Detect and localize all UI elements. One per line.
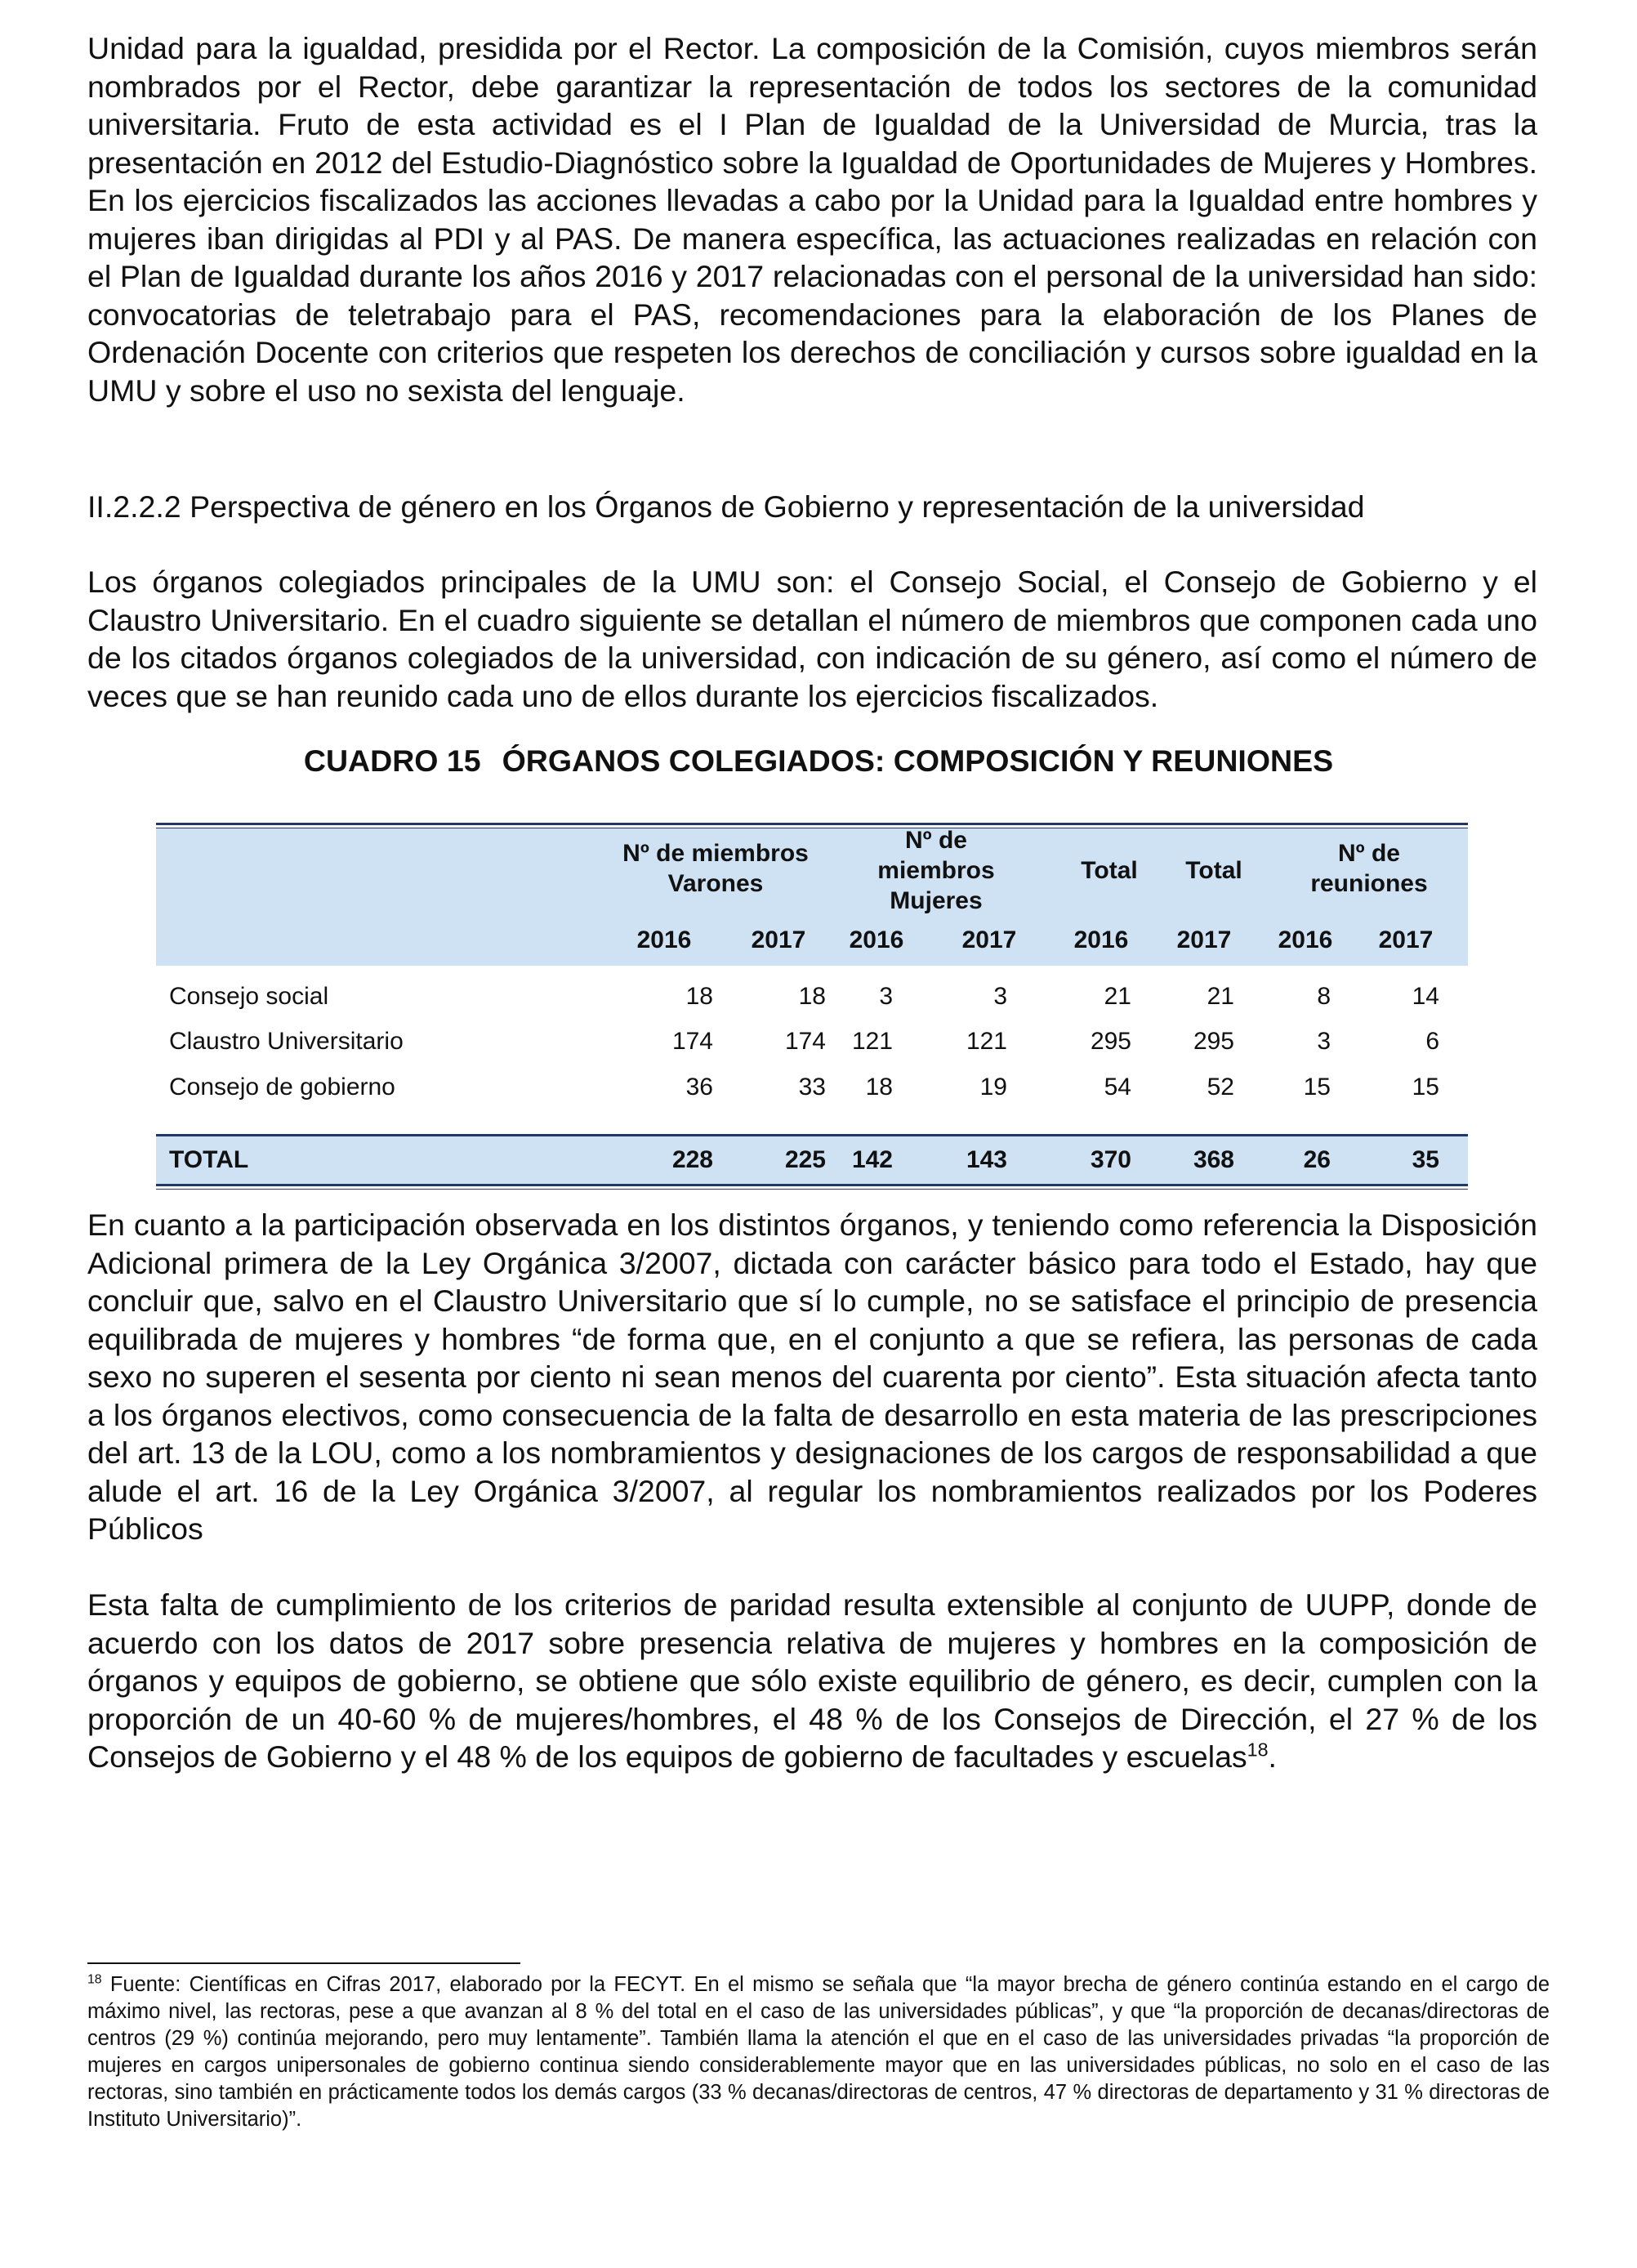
paragraph-paridad <box>87 1586 1537 1776</box>
year-header: 2017 <box>751 926 806 953</box>
table-total-row <box>156 1134 1468 1186</box>
header-reuniones-line2: reuniones <box>1310 870 1428 897</box>
table-row <box>156 1021 1468 1062</box>
footnote <box>87 1971 1550 2133</box>
cell-value: 3 <box>993 983 1007 1010</box>
cell-value: 174 <box>671 1028 713 1055</box>
total-value: 225 <box>784 1146 826 1173</box>
row-label: Claustro Universitario <box>169 1028 404 1055</box>
table-caption-title: ÓRGANOS COLEGIADOS: COMPOSICIÓN Y REUNIONES <box>502 743 1334 778</box>
cell-value: 3 <box>879 983 893 1010</box>
cell-value: 8 <box>1317 983 1331 1010</box>
total-value: 143 <box>966 1146 1007 1173</box>
header-years-row <box>156 918 1468 962</box>
header-varones <box>601 838 830 899</box>
cell-value: 33 <box>798 1074 826 1101</box>
cell-value: 295 <box>1090 1028 1131 1055</box>
total-value: 26 <box>1303 1146 1331 1173</box>
footnote-reference[interactable]: 18 <box>1247 1739 1269 1761</box>
cell-value: 21 <box>1207 983 1234 1010</box>
table-body <box>156 967 1468 1134</box>
paragraph-paridad-text: Esta falta de cumplimiento de los criterios de paridad resulta extensible al conjunto de UUPP, donde de acuerdo con los datos de 2017 sobre presencia relativa de mujeres y hombres en la composición de órganos y equipos de gobierno, se obtiene que sólo existe equilibrio de género, es decir, cumplen con la proporción de un 40-60 % de mujeres/hombres, el 48 % de los Consejos de Dirección, el 27 % de los Consejos de Gobierno y el 48 % de los equipos de gobierno de facultades y escuelas <box>87 1587 1537 1774</box>
header-varones-line2: Varones <box>667 870 764 897</box>
cell-value: 52 <box>1207 1074 1234 1101</box>
header-reuniones <box>1275 838 1463 899</box>
header-varones-line1: Nº de miembros <box>622 840 809 867</box>
organos-table <box>156 823 1468 1190</box>
table-caption <box>0 742 1637 779</box>
cell-value: 21 <box>1104 983 1131 1010</box>
table-bottom-rule <box>156 1189 1468 1190</box>
cell-value: 15 <box>1303 1074 1331 1101</box>
header-mujeres <box>842 825 1030 916</box>
year-header: 2017 <box>961 926 1017 953</box>
table-caption-number: CUADRO 15 <box>303 743 481 778</box>
cell-value: 174 <box>784 1028 826 1055</box>
year-header: 2016 <box>1073 926 1129 953</box>
cell-value: 18 <box>865 1074 893 1101</box>
section-heading: II.2.2.2 Perspectiva de género en los Órganos de Gobierno y representación de la universidad <box>87 489 1365 524</box>
header-total-a: Total <box>1081 857 1138 884</box>
cell-value: 295 <box>1193 1028 1234 1055</box>
total-label: TOTAL <box>169 1146 249 1173</box>
paragraph-plan-igualdad: Unidad para la igualdad, presidida por el Rector. La composición de la Comisión, cuyos miembros serán nombrados por el Rector, debe garantizar la representación de todos los sectores de la comunidad universitaria. Fruto de esta actividad es el I Plan de Igualdad de la Universidad de Murcia, tras la presentación en 2012 del Estudio-Diagnóstico sobre la Igualdad de Oportunidades de Mujeres y Hombres. En los ejercicios fiscalizados las acciones llevadas a cabo por la Unidad para la Igualdad entre hombres y mujeres iban dirigidas al PDI y al PAS. De manera específica, las actuaciones realizadas en relación con el Plan de Igualdad durante los años 2016 y 2017 relacionadas con el personal de la universidad han sido: convocatorias de teletrabajo para el PAS, recomendaciones para la elaboración de los Planes de Ordenación Docente con criterios que respeten los derechos de conciliación y cursos sobre igualdad en la UMU y sobre el uso no sexista del lenguaje. <box>87 31 1537 408</box>
cell-value: 121 <box>966 1028 1007 1055</box>
total-value: 370 <box>1090 1146 1131 1173</box>
header-mujeres-line2: miembros <box>877 857 995 884</box>
year-header: 2016 <box>636 926 692 953</box>
header-total-b: Total <box>1185 857 1242 884</box>
row-label: Consejo de gobierno <box>169 1074 395 1101</box>
table-row <box>156 1067 1468 1108</box>
year-header: 2016 <box>1278 926 1333 953</box>
cell-value: 14 <box>1412 983 1439 1010</box>
paragraph-paridad-end: . <box>1268 1739 1277 1774</box>
footnote-separator <box>87 1962 520 1964</box>
table-row <box>156 976 1468 1017</box>
year-header: 2017 <box>1378 926 1434 953</box>
table-top-rule <box>156 823 1468 825</box>
year-header: 2017 <box>1176 926 1232 953</box>
paragraph-organos-colegiados: Los órganos colegiados principales de la UMU son: el Consejo Social, el Consejo de Gobierno y el Claustro Universitario. En el cuadro siguiente se detallan el número de miembros que componen cada uno de los citados órganos colegiados de la universidad, con indicación de su género, así como el número de veces que se han reunido cada uno de ellos durante los ejercicios fiscalizados. <box>87 565 1537 713</box>
paragraph-participacion: En cuanto a la participación observada en los distintos órganos, y teniendo como referencia la Disposición Adicional primera de la Ley Orgánica 3/2007, dictada con carácter básico para todo el Estado, hay que concluir que, salvo en el Claustro Universitario que sí lo cumple, no se satisface el principio de presencia equilibrada de mujeres y hombres “de forma que, en el conjunto a que se refiera, las personas de cada sexo no superen el sesenta por ciento ni sean menos del cuarenta por ciento”. Esta situación afecta tanto a los órganos electivos, como consecuencia de la falta de desarrollo en esta materia de las prescripciones del art. 13 de la LOU, como a los nombramientos y designaciones de los cargos de responsabilidad a que alude el art. 16 de la Ley Orgánica 3/2007, al regular los nombramientos realizados por los Poderes Públicos <box>87 1208 1537 1546</box>
cell-value: 6 <box>1425 1028 1439 1055</box>
cell-value: 18 <box>685 983 713 1010</box>
cell-value: 121 <box>851 1028 893 1055</box>
footnote-text: Fuente: Científicas en Cifras 2017, elaborado por la FECYT. En el mismo se señala que “la mayor brecha de género continúa estando en el cargo de máximo nivel, las rectoras, pese a que avanzan al 8 % del total en el caso de las universidades públicas”, y que “la proporción de decanas/directoras de centros (29 %) continúa mejorando, pero muy lentamente”. También llama la atención el que en el caso de las universidades privadas “la proporción de mujeres en cargos unipersonales de gobierno continua siendo considerablemente mayor que en las universidades públicas, no solo en el caso de las rectoras, sino también en prácticamente todos los demás cargos (33 % decanas/directoras de centros, 47 % directoras de departamento y 31 % directoras de Instituto Universitario)”. <box>87 1973 1550 2131</box>
total-value: 228 <box>671 1146 713 1173</box>
header-reuniones-line1: Nº de <box>1338 840 1400 867</box>
header-mujeres-line3: Mujeres <box>890 887 983 914</box>
cell-value: 15 <box>1412 1074 1439 1101</box>
row-label: Consejo social <box>169 983 329 1010</box>
total-value: 142 <box>851 1146 893 1173</box>
cell-value: 36 <box>685 1074 713 1101</box>
table-header <box>156 828 1468 967</box>
footnote-number: 18 <box>87 1972 102 1987</box>
cell-value: 3 <box>1317 1028 1331 1055</box>
total-value: 35 <box>1412 1146 1439 1173</box>
cell-value: 18 <box>798 983 826 1010</box>
year-header: 2016 <box>849 926 904 953</box>
header-mujeres-line1: Nº de <box>905 827 967 854</box>
cell-value: 54 <box>1104 1074 1131 1101</box>
cell-value: 19 <box>979 1074 1007 1101</box>
total-value: 368 <box>1193 1146 1234 1173</box>
